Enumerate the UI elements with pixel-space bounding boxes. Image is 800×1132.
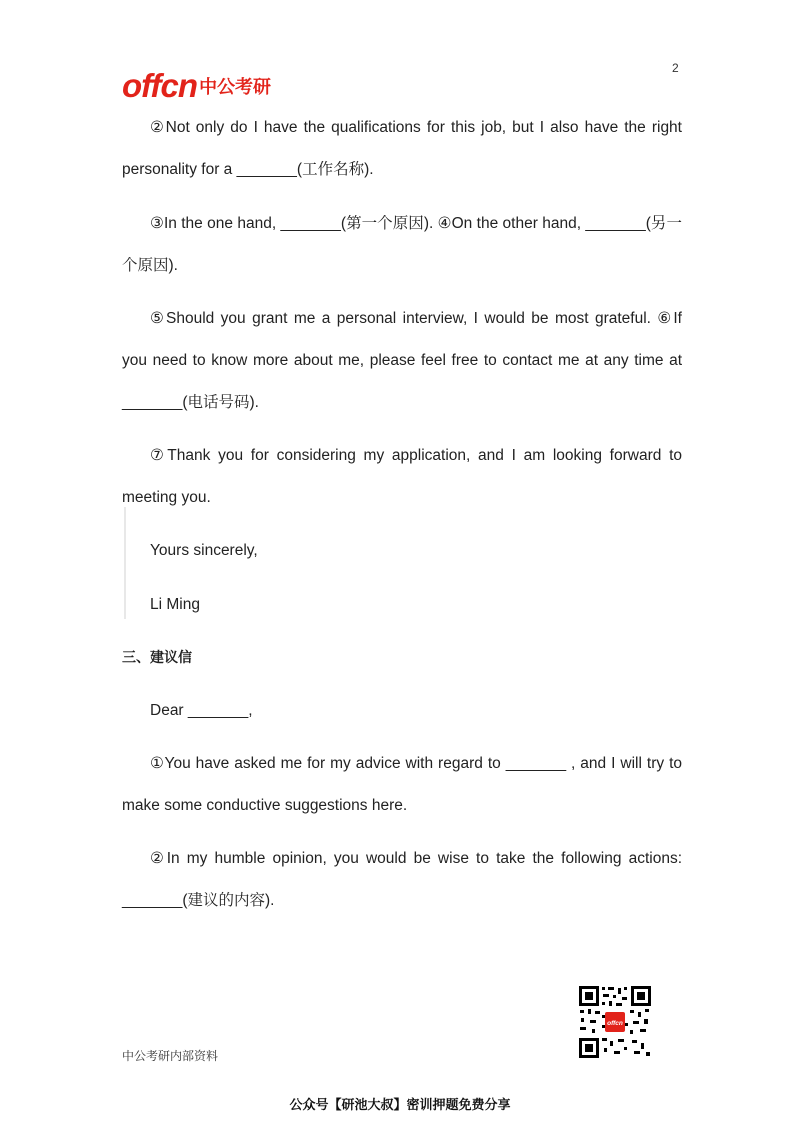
paragraph-3-line-1: ③In the one hand, _______(第一个原因). ④On the other hand, _______(另一 [150,215,682,232]
paragraph-7-line-1: ⑦Thank you for considering my application, and I am looking forward to [150,447,682,464]
salutation: Dear _______, [150,702,253,719]
signature: Li Ming [150,596,200,613]
suggestion-1-line-1: ①You have asked me for my advice with regard to _______ , and I will try to [150,755,682,772]
logo-mark: offcn [122,67,198,104]
suggestion-1-line-2: make some conductive suggestions here. [122,797,408,814]
closing: Yours sincerely, [150,542,258,559]
offcn-logo [122,64,271,102]
quote-bar [124,507,126,619]
paragraph-7-line-2: meeting you. [122,489,211,506]
paragraph-5-line-3: _______(电话号码). [122,394,259,411]
footer-center-text: 公众号【研池大叔】密训押题免费分享 [289,1098,511,1113]
paragraph-3-line-2: 个原因). [122,257,178,274]
qr-badge-text: offcn [607,1020,623,1027]
paragraph-5-line-2: you need to know more about me, please feel free to contact me at any time at [122,352,682,369]
paragraph-5-line-1: ⑤Should you grant me a personal interview, I would be most grateful. ⑥If [150,310,682,327]
paragraph-2-line-2: personality for a _______(工作名称). [122,161,374,178]
section-heading: 三、建议信 [122,650,192,666]
logo-text: 中公考研 [199,77,272,98]
suggestion-2-line-2: _______(建议的内容). [122,892,275,909]
footer-left-text: 中公考研内部资料 [122,1049,219,1063]
paragraph-2-line-1: ②Not only do I have the qualifications for this job, but I also have the right [150,119,682,136]
page-number: 2 [672,61,679,75]
qr-code-icon [578,985,652,1059]
suggestion-2-line-1: ②In my humble opinion, you would be wise to take the following actions: [150,850,682,867]
